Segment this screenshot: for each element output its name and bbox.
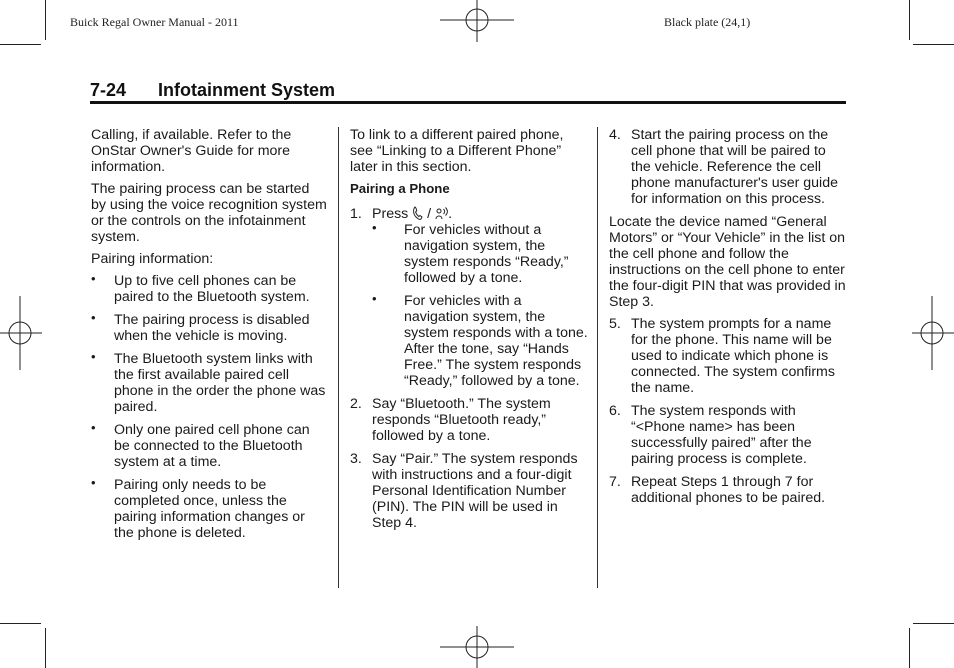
list-item: 6. The system responds with “<Phone name> has been successfully paired” after the pairing process is complete.: [609, 403, 812, 467]
voice-recognition-icon: [435, 206, 448, 221]
list-item: 1. Press / . • For vehicles without a navigation system, the system responds “Ready,” followed by a tone. • For vehicles with a navigation system, the system responds with a tone. After the tone, say “Hands Free.” The system responds “Ready,” followed by a tone.: [350, 206, 588, 389]
list-item: 7. Repeat Steps 1 through 7 for additional phones to be paired.: [609, 474, 826, 506]
plate-info-left: Buick Regal Owner Manual - 2011: [70, 15, 239, 29]
paragraph: Calling, if available. Refer to the OnStar Owner's Guide for more information.: [91, 127, 292, 175]
phone-handset-icon: [412, 206, 423, 221]
list-item: 4. Start the pairing process on the cell phone that will be paired to the vehicle. Reference the cell phone manufacturer's user guide for information on this process.: [609, 127, 838, 207]
bullet: •: [91, 420, 96, 435]
column-divider: [597, 127, 598, 588]
crop-mark: [0, 623, 41, 624]
section-title: Infotainment System: [158, 80, 336, 100]
registration-mark-icon: [0, 296, 42, 370]
crop-mark: [909, 628, 910, 668]
list-item: • Up to five cell phones can be paired to the Bluetooth system.: [91, 271, 310, 305]
list-item: • For vehicles without a navigation system, the system responds “Ready,” followed by a tone.: [372, 220, 569, 286]
list-item: 5. The system prompts for a name for the phone. This name will be used to indicate which phone is connected. The system confirms the name.: [609, 316, 835, 396]
paragraph: Locate the device named “General Motors” or “Your Vehicle” in the list on the cell phone and follow the instructions on the cell phone to enter the four-digit PIN that was provided in Step 3.: [609, 214, 846, 310]
crop-mark: [45, 0, 46, 40]
column-2: [350, 127, 588, 538]
bullet-list: [350, 222, 588, 389]
page-number: 7-24: [90, 80, 127, 100]
crop-mark: [913, 44, 954, 45]
list-item: • The pairing process is disabled when the vehicle is moving.: [91, 310, 310, 344]
numbered-list: [350, 206, 588, 531]
bullet: •: [91, 475, 96, 490]
paragraph: To link to a different paired phone, see “Linking to a Different Phone” later in this section.: [350, 127, 564, 175]
subheading: Pairing a Phone: [350, 181, 450, 196]
bullet: •: [91, 271, 96, 286]
paragraph: Pairing information:: [91, 251, 214, 267]
paragraph: The pairing process can be started by using the voice recognition system or the controls on the infotainment system.: [91, 181, 327, 245]
registration-mark-icon: [912, 296, 954, 370]
list-item: • Pairing only needs to be completed once, unless the pairing information changes or the phone is deleted.: [91, 475, 305, 541]
list-item: • The Bluetooth system links with the first available paired cell phone in the order the phone was paired.: [91, 349, 326, 415]
column-1: [91, 127, 327, 548]
registration-mark-icon: [440, 626, 514, 668]
bullet: •: [91, 310, 96, 325]
list-item: • For vehicles with a navigation system, the system responds with a tone. After the tone, say “Hands Free.” The system responds “Ready,” followed by a tone.: [372, 291, 588, 389]
column-3: [609, 127, 849, 513]
plate-info-right: Black plate (24,1): [664, 15, 751, 29]
crop-mark: [909, 0, 910, 40]
bullet: •: [372, 220, 377, 235]
numbered-list: [609, 316, 849, 506]
header-rule: [90, 101, 846, 104]
numbered-list: [609, 127, 849, 207]
list-item: 3. Say “Pair.” The system responds with instructions and a four-digit Personal Identification Number (PIN). The PIN will be used in Step 4.: [350, 451, 578, 531]
bullet: •: [91, 349, 96, 364]
bullet: •: [372, 291, 377, 306]
list-item: • Only one paired cell phone can be connected to the Bluetooth system at a time.: [91, 420, 310, 470]
crop-mark: [0, 44, 41, 45]
registration-mark-icon: [440, 0, 514, 42]
column-divider: [338, 127, 339, 588]
crop-mark: [913, 623, 954, 624]
bullet-list: [91, 273, 327, 541]
crop-mark: [45, 628, 46, 668]
list-item: 2. Say “Bluetooth.” The system responds “Bluetooth ready,” followed by a tone.: [350, 396, 551, 444]
page-header: [90, 80, 846, 102]
